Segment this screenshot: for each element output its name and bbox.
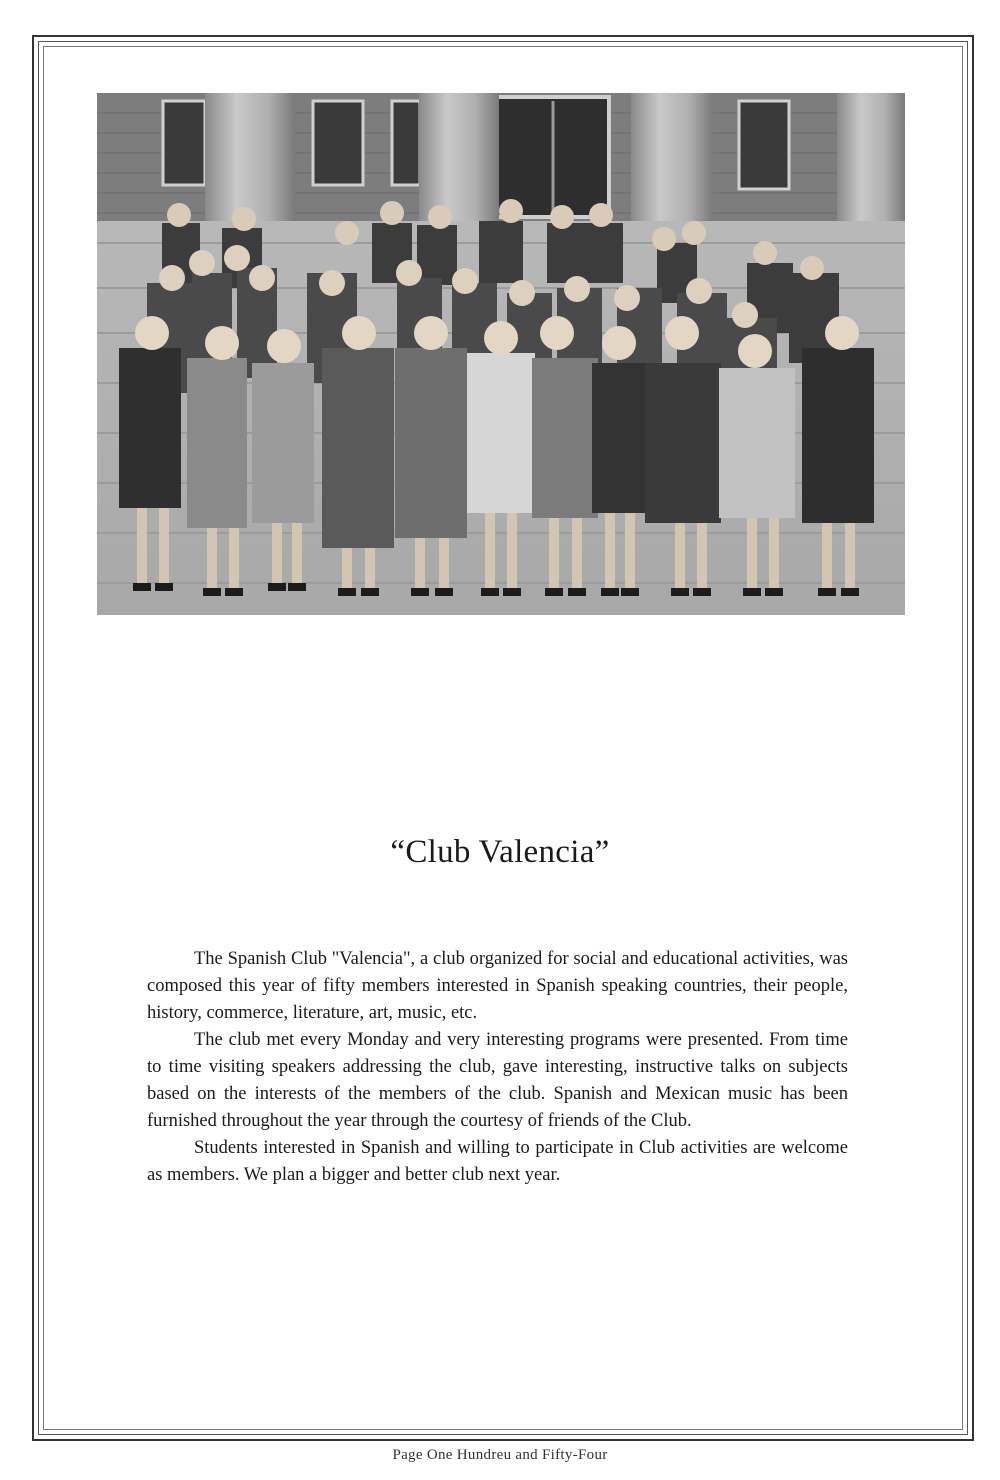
page-number: Page One Hundreu and Fifty-Four [392, 1447, 608, 1463]
club-group-photo [97, 93, 905, 615]
article-body [147, 946, 848, 1189]
paragraph-2: The club met every Monday and very interesting programs were presented. From time to time visiting speakers addressing the club, gave interesting, instructive talks on subjects based on the interests of the members of the club. Spanish and Mexican music has been furnished throughout the year through the courtesy of friends of the Club. [147, 1030, 848, 1131]
page-title: “Club Valencia” [390, 834, 610, 870]
paragraph-3: Students interested in Spanish and willing to participate in Club activities are welcome as members. We plan a bigger and better club next year. [147, 1138, 848, 1185]
paragraph-1: The Spanish Club "Valencia", a club organized for social and educational activities, was composed this year of fifty members interested in Spanish speaking countries, their people, history, commerce, literature, art, music, etc. [147, 949, 848, 1023]
